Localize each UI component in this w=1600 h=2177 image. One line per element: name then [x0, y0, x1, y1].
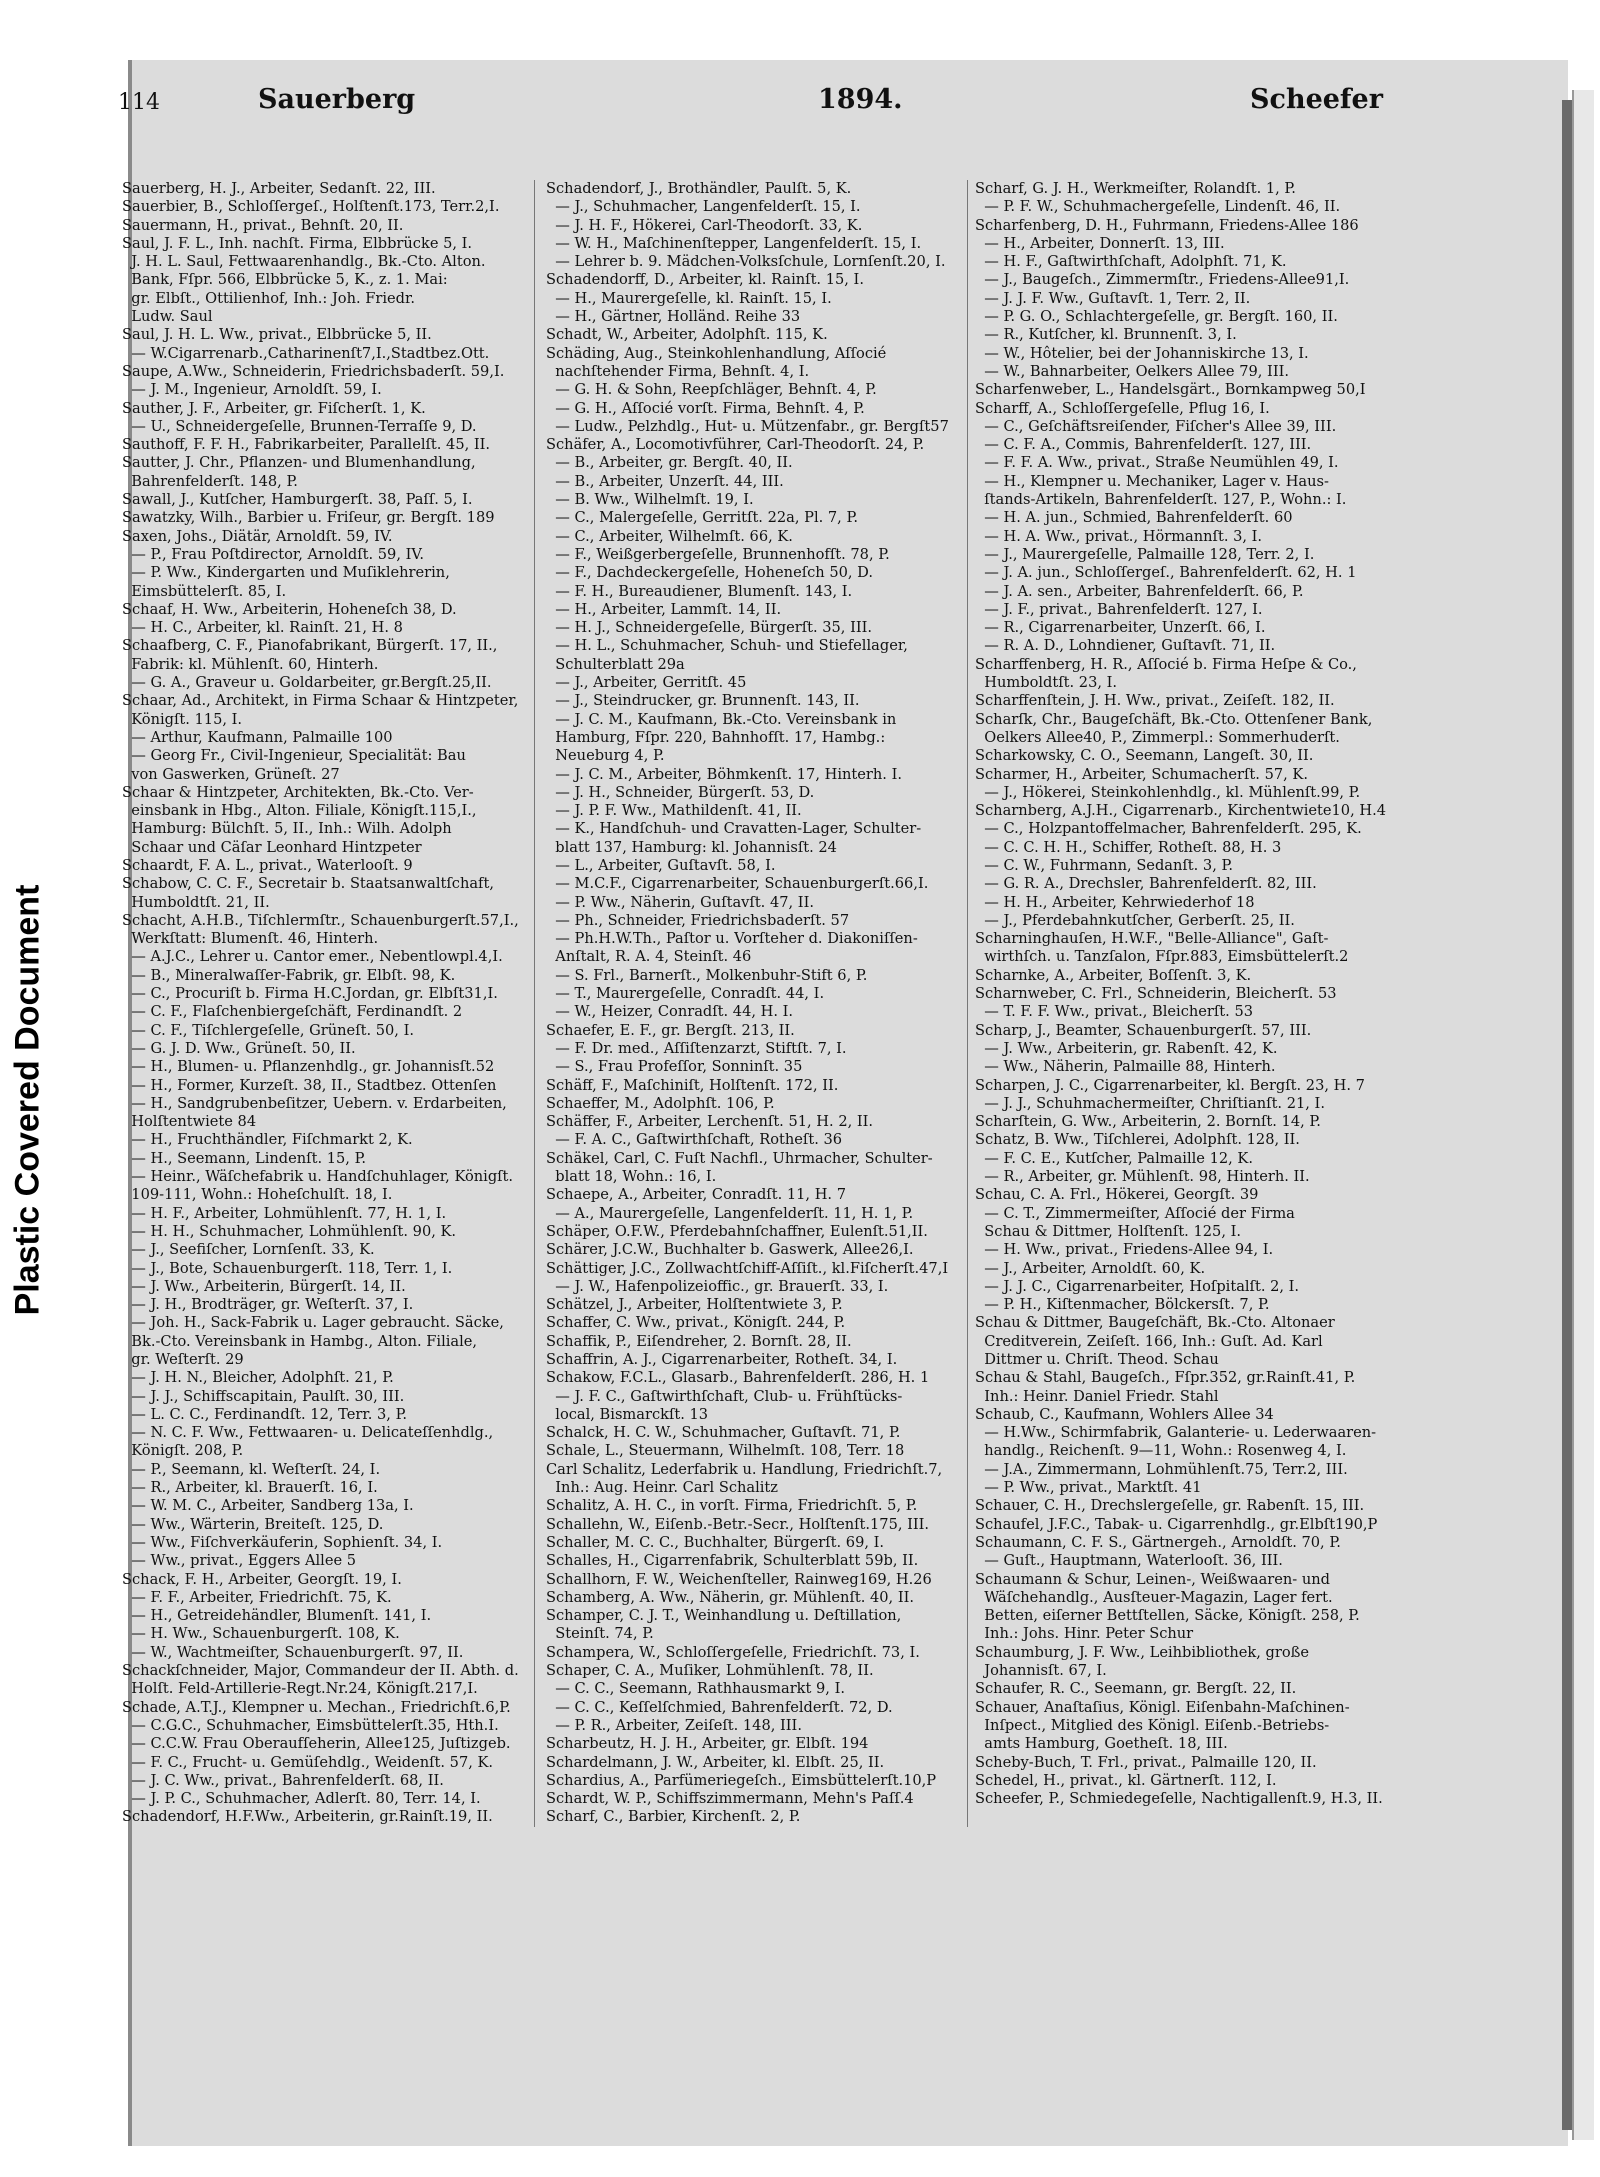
directory-entry: Inh.: Aug. Heinr. Carl Schalitz [546, 1479, 778, 1497]
directory-entry: gr. Weſterſt. 29 [122, 1351, 244, 1368]
directory-entry: — P. Ww., Näherin, Guſtavſt. 47, II. [546, 893, 814, 911]
directory-entry: — R., Cigarrenarbeiter, Unzerſt. 66, I. [975, 619, 1266, 637]
directory-entry: — B., Arbeiter, Unzerſt. 44, III. [546, 472, 784, 490]
directory-entry: J. H. L. Saul, Fettwaarenhandlg., Bk.-Cto. Alton. [122, 253, 486, 271]
directory-entry: von Gaswerken, Grüneſt. 27 [122, 765, 340, 783]
directory-entry: Schardt, W. P., Schiffszimmermann, Mehn's Paſſ.4 [546, 1790, 914, 1808]
directory-entry: — W., Heizer, Conradſt. 44, H. I. [546, 1003, 794, 1021]
directory-entry: — H., Arbeiter, Donnerſt. 13, III. [975, 234, 1225, 252]
directory-entry: Schulterblatt 29a [546, 655, 685, 673]
directory-entry: — H., Getreidehändler, Blumenſt. 141, I. [122, 1607, 432, 1625]
year: 1894. [818, 84, 903, 115]
directory-entry: Schadt, W., Arbeiter, Adolphſt. 115, K. [546, 326, 828, 344]
directory-entry: Schaardt, F. A. L., privat., Waterlooſt. 9 [122, 856, 413, 874]
directory-entry: — A., Maurergeſelle, Langenfelderſt. 11, H. 1, P. [546, 1204, 914, 1222]
directory-entry: Steinſt. 74, P. [546, 1625, 654, 1643]
directory-entry: Dittmer u. Chriſt. Theod. Schau [975, 1351, 1219, 1368]
directory-entry: — T., Maurergeſelle, Conradſt. 44, I. [546, 985, 825, 1003]
directory-entry: Schaar, Ad., Architekt, in Firma Schaar & Hintzpeter, [122, 692, 519, 710]
directory-entry: Schacht, A.H.B., Tiſchlermſtr., Schauenburgerſt.57,I., [122, 911, 519, 929]
right-headword: Scheefer [1250, 84, 1383, 115]
directory-entry: — C. C. H. H., Schiffer, Rotheſt. 88, H. 3 [975, 838, 1282, 856]
directory-entry: Schallehn, W., Eiſenb.-Betr.-Secr., Holſtenſt.175, III. [546, 1515, 930, 1533]
directory-entry: — J. J., Schiffscapitain, Paulſt. 30, III. [122, 1387, 405, 1405]
directory-entry: — W., Bahnarbeiter, Oelkers Allee 79, III. [975, 362, 1289, 380]
directory-entry: Schaafberg, C. F., Pianofabrikant, Bürgerſt. 17, II., [122, 637, 498, 655]
directory-entry: Königſt. 115, I. [122, 710, 243, 728]
page-number: 114 [118, 90, 160, 115]
directory-entry: Schaller, M. C. C., Buchhalter, Bürgerſt. 69, I. [546, 1533, 885, 1551]
directory-entry: Hamburg, Fſpr. 220, Bahnhofſt. 17, Hambg.: [546, 728, 886, 746]
directory-entry: — P. G. O., Schlachtergeſelle, gr. Bergſt. 160, II. [975, 308, 1338, 326]
directory-entry: — J., Hökerei, Steinkohlenhdlg., kl. Mühlenſt.99, P. [975, 783, 1361, 801]
directory-entry: Schäff, F., Maſchiniſt, Holſtenſt. 172, II. [546, 1076, 839, 1094]
directory-entry: Schärer, J.C.W., Buchhalter b. Gaswerk, Allee26,I. [546, 1241, 914, 1259]
directory-entry: Schättiger, J.C., Zollwachtſchiff-Aſſiſt., kl.Fiſcherſt.47,I [546, 1259, 949, 1277]
directory-entry: Johannisſt. 67, I. [975, 1662, 1107, 1680]
directory-entry: — W., Hôtelier, bei der Johanniskirche 13, I. [975, 344, 1309, 362]
directory-entry: — H., Former, Kurzeſt. 38, II., Stadtbez. Ottenſen [122, 1076, 497, 1094]
directory-entry: — F. A. C., Gaſtwirthſchaft, Rotheſt. 36 [546, 1131, 843, 1149]
directory-entry: handlg., Reichenſt. 9—11, Wohn.: Rosenweg 4, I. [975, 1442, 1347, 1460]
directory-entry: — F. F. A. Ww., privat., Straße Neumühlen 49, I. [975, 454, 1339, 472]
directory-entry: — B. Ww., Wilhelmſt. 19, I. [546, 491, 754, 509]
directory-entry: Schäkel, Carl, C. Fuſt Nachfl., Uhrmacher, Schulter- [546, 1149, 933, 1167]
directory-entry: — J. F., privat., Bahrenfelderſt. 127, I. [975, 600, 1263, 618]
directory-entry: — Ph., Schneider, Friedrichsbaderſt. 57 [546, 911, 850, 929]
directory-entry: Schaaf, H. Ww., Arbeiterin, Hoheneſch 38, D. [122, 600, 457, 618]
directory-entry: Scheefer, P., Schmiedegeſelle, Nachtigallenſt.9, H.3, II. [975, 1790, 1383, 1808]
directory-entry: — J. F. C., Gaſtwirthſchaft, Club- u. Frühſtücks- [546, 1387, 903, 1405]
directory-entry: — J. P. C., Schuhmacher, Adlerſt. 80, Terr. 14, I. [122, 1790, 481, 1808]
directory-entry: Schaeffer, M., Adolphſt. 106, P. [546, 1094, 775, 1112]
directory-entry: — Ludw., Pelzhdlg., Hut- u. Mützenfabr., gr. Bergſt57 [546, 417, 949, 435]
directory-entry: Schäding, Aug., Steinkohlenhandlung, Aſſocié [546, 344, 887, 362]
directory-entry: Humboldtſt. 23, I. [975, 674, 1118, 692]
directory-entry: Schaar & Hintzpeter, Architekten, Bk.-Cto. Ver- [122, 783, 474, 801]
directory-entry: — H., Blumen- u. Pflanzenhdlg., gr. Johannisſt.52 [122, 1058, 495, 1076]
directory-entry: — Ww., privat., Eggers Allee 5 [122, 1552, 357, 1570]
directory-entry: — P., Frau Poſtdirector, Arnoldſt. 59, IV. [122, 545, 424, 563]
directory-entry: Scharf, G. J. H., Werkmeiſter, Rolandſt. 1, P. [975, 180, 1296, 197]
directory-entry: Schau & Dittmer, Baugeſchäft, Bk.-Cto. Altonaer [975, 1314, 1335, 1332]
directory-entry: — H. F., Arbeiter, Lohmühlenſt. 77, H. 1, I. [122, 1204, 447, 1222]
directory-entry: — Ww., Näherin, Palmaille 88, Hinterh. [975, 1058, 1276, 1076]
directory-entry: — Lehrer b. 9. Mädchen-Volksſchule, Lornſenſt.20, I. [546, 253, 946, 271]
directory-entry: Schadendorff, D., Arbeiter, kl. Rainſt. 15, I. [546, 271, 864, 289]
directory-entry: — R., Arbeiter, kl. Brauerſt. 16, I. [122, 1479, 378, 1497]
directory-entry: — H. A. jun., Schmied, Bahrenfelderſt. 60 [975, 509, 1293, 527]
directory-entry: Schack, F. H., Arbeiter, Georgſt. 19, I. [122, 1570, 402, 1588]
directory-entry: — J. P. F. Ww., Mathildenſt. 41, II. [546, 802, 802, 820]
directory-entry: — J., Arbeiter, Arnoldſt. 60, K. [975, 1259, 1206, 1277]
directory-entry: — H. H., Schuhmacher, Lohmühlenſt. 90, K. [122, 1222, 457, 1240]
directory-entry: Eimsbüttelerſt. 85, I. [122, 582, 287, 600]
directory-entry: — C. T., Zimmermeiſter, Aſſocié der Firma [975, 1204, 1295, 1222]
directory-entry: Scharninghauſen, H.W.F., "Belle-Alliance", Gaſt- [975, 930, 1329, 948]
directory-entry: Wäſchehandlg., Ausſteuer-Magazin, Lager fert. [975, 1588, 1333, 1606]
directory-entry: — W., Wachtmeiſter, Schauenburgerſt. 97, II. [122, 1643, 464, 1661]
directory-entry: — R., Arbeiter, gr. Mühlenſt. 98, Hinterh. II. [975, 1168, 1310, 1186]
directory-entry: Schäfer, A., Locomotivführer, Carl-Theodorſt. 24, P. [546, 436, 925, 454]
directory-entry: — H. F., Gaſtwirthſchaft, Adolphſt. 71, K. [975, 253, 1287, 271]
directory-entry: Schardelmann, J. W., Arbeiter, kl. Elbſt. 25, II. [546, 1753, 885, 1771]
directory-entry: — C. F., Tiſchlergeſelle, Grüneſt. 50, I. [122, 1021, 414, 1039]
directory-entry: Schallhorn, F. W., Weichenſteller, Rainweg169, H.26 [546, 1570, 932, 1588]
directory-entry: — J., Baugeſch., Zimmermſtr., Friedens-Allee91,I. [975, 271, 1350, 289]
directory-entry: Scharnberg, A.J.H., Cigarrenarb., Kirchentwiete10, H.4 [975, 802, 1387, 820]
directory-entry: Bk.-Cto. Vereinsbank in Hambg., Alton. Filiale, [122, 1332, 478, 1350]
directory-entry: — C.C.W. Frau Oberaufſeherin, Allee125, Juſtizgeb. [122, 1735, 511, 1753]
directory-entry: — J., Maurergeſelle, Palmaille 128, Terr. 2, I. [975, 545, 1315, 563]
directory-entry: Ludw. Saul [122, 308, 213, 326]
directory-entry: — H., Seemann, Lindenſt. 15, P. [122, 1149, 367, 1167]
directory-entry: — L., Arbeiter, Guſtavſt. 58, I. [546, 856, 776, 874]
directory-entry: Creditverein, Zeiſeſt. 166, Inh.: Guſt. Ad. Karl [975, 1332, 1323, 1350]
directory-entry: Sauermann, H., privat., Behnſt. 20, II. [122, 216, 404, 234]
directory-entry: — P. F. W., Schuhmachergeſelle, Lindenſt. 46, II. [975, 198, 1341, 216]
side-label [4, 884, 52, 1316]
directory-entry: — J. C. Ww., privat., Bahrenfelderſt. 68, II. [122, 1771, 444, 1789]
directory-entry: — F. C., Frucht- u. Gemüſehdlg., Weidenſt. 57, K. [122, 1753, 494, 1771]
directory-entry: — Arthur, Kaufmann, Palmaille 100 [122, 728, 393, 746]
directory-entry: — H., Sandgrubenbeſitzer, Uebern. v. Erdarbeiten, [122, 1094, 507, 1112]
directory-entry: — H. C., Arbeiter, kl. Rainſt. 21, H. 8 [122, 619, 403, 637]
directory-entry: — H., Arbeiter, Lammſt. 14, II. [546, 600, 782, 618]
directory-entry: nachſtehender Firma, Behnſt. 4, I. [546, 362, 810, 380]
directory-entry: — J. C. M., Arbeiter, Böhmkenſt. 17, Hinterh. I. [546, 765, 902, 783]
directory-entry: Schatz, B. Ww., Tiſchlerei, Adolphſt. 128, II. [975, 1131, 1300, 1149]
directory-entry: Inſpect., Mitglied des Königl. Eiſenb.-Betriebs- [975, 1716, 1330, 1734]
directory-entry: — C., Malergeſelle, Gerritſt. 22a, Pl. 7, P. [546, 509, 858, 527]
directory-entry: Saul, J. H. L. Ww., privat., Elbbrücke 5, II. [122, 326, 432, 344]
left-headword: Sauerberg [258, 84, 416, 115]
directory-entry: Scharſtein, G. Ww., Arbeiterin, 2. Bornſt. 14, P. [975, 1113, 1321, 1131]
directory-entry: — J. C. M., Kaufmann, Bk.-Cto. Vereinsbank in [546, 710, 897, 728]
column-1 [122, 180, 535, 1827]
directory-entry: — J.A., Zimmermann, Lohmühlenſt.75, Terr.2, III. [975, 1460, 1348, 1478]
directory-entry: — N. C. F. Ww., Fettwaaren- u. Delicateſſenhdlg., [122, 1424, 494, 1442]
directory-entry: — H., Maurergeſelle, kl. Rainſt. 15, I. [546, 289, 832, 307]
directory-entry: Scharfenberg, D. H., Fuhrmann, Friedens-Allee 186 [975, 216, 1359, 234]
directory-entry: — J. J. C., Cigarrenarbeiter, Hoſpitalſt. 2, I. [975, 1277, 1300, 1295]
directory-entry: — F. F., Arbeiter, Friedrichſt. 75, K. [122, 1588, 392, 1606]
directory-entry: Schaumann, C. F. S., Gärtnergeh., Arnoldſt. 70, P. [975, 1533, 1341, 1551]
directory-entry: Scharf, C., Barbier, Kirchenſt. 2, P. [546, 1808, 801, 1826]
directory-entry: Schadendorf, H.F.Ww., Arbeiterin, gr.Rainſt.19, II. [122, 1808, 493, 1826]
directory-entry: Sawall, J., Kutſcher, Hamburgerſt. 38, Paſſ. 5, I. [122, 491, 473, 509]
directory-entry: Schau & Stahl, Baugeſch., Fſpr.352, gr.Rainſt.41, P. [975, 1369, 1356, 1387]
directory-entry: einsbank in Hbg., Alton. Filiale, Königſt.115,I., [122, 802, 477, 820]
directory-entry: Schampera, W., Schloſſergeſelle, Friedrichſt. 73, I. [546, 1643, 920, 1661]
directory-entry: Anſtalt, R. A. 4, Steinſt. 46 [546, 948, 752, 966]
directory-entry: blatt 18, Wohn.: 16, I. [546, 1168, 717, 1186]
directory-entry: Schaumburg, J. F. Ww., Leihbibliothek, große [975, 1643, 1310, 1661]
directory-entry: Humboldtſt. 21, II. [122, 893, 270, 911]
directory-entry: — G. A., Graveur u. Goldarbeiter, gr.Bergſt.25,II. [122, 674, 492, 692]
directory-entry: Scharnke, A., Arbeiter, Boſſenſt. 3, K. [975, 966, 1252, 984]
directory-entry: — H.Ww., Schirmfabrik, Galanterie- u. Lederwaaren- [975, 1424, 1377, 1442]
directory-entry: — F., Weißgerbergeſelle, Brunnenhofſt. 78, P. [546, 545, 890, 563]
directory-entry: — P. R., Arbeiter, Zeiſeſt. 148, III. [546, 1716, 802, 1734]
directory-entry: Scharffenſtein, J. H. Ww., privat., Zeiſeſt. 182, II. [975, 692, 1335, 710]
directory-entry: — J. H. N., Bleicher, Adolphſt. 21, P. [122, 1369, 394, 1387]
directory-entry: — F. C. E., Kutſcher, Palmaille 12, K. [975, 1149, 1253, 1167]
directory-entry: Inh.: Heinr. Daniel Friedr. Stahl [975, 1387, 1219, 1405]
directory-entry: Schaar und Cäſar Leonhard Hintzpeter [122, 838, 422, 856]
directory-entry: Schauer, Anaſtaſius, Königl. Eiſenbahn-Maſchinen- [975, 1698, 1350, 1716]
directory-entry: blatt 137, Hamburg: kl. Johannisſt. 24 [546, 838, 837, 856]
directory-entry: Schackſchneider, Major, Commandeur der II. Abth. d. [122, 1662, 519, 1680]
directory-entry: Schalles, H., Cigarrenfabrik, Schulterblatt 59b, II. [546, 1552, 919, 1570]
directory-entry: — B., Mineralwaſſer-Fabrik, gr. Elbſt. 98, K. [122, 966, 456, 984]
directory-entry: — A.J.C., Lehrer u. Cantor emer., Nebentlowpl.4,I. [122, 948, 503, 966]
directory-entry: — J., Pferdebahnkutſcher, Gerberſt. 25, II. [975, 911, 1295, 929]
directory-entry: Schauer, C. H., Drechslergeſelle, gr. Rabenſt. 15, III. [975, 1497, 1365, 1515]
directory-entry: — J. W., Hafenpolizeioffic., gr. Brauerſt. 33, I. [546, 1277, 889, 1295]
directory-entry: Schaub, C., Kaufmann, Wohlers Allee 34 [975, 1405, 1274, 1423]
directory-entry: Sauthoff, F. F. H., Fabrikarbeiter, Parallelſt. 45, II. [122, 436, 491, 454]
directory-entry: Schamberg, A. Ww., Näherin, gr. Mühlenſt. 40, II. [546, 1588, 914, 1606]
directory-entry: Saxen, Johs., Diätär, Arnoldſt. 59, IV. [122, 527, 393, 545]
directory-entry: Schamper, C. J. T., Weinhandlung u. Deſtillation, [546, 1607, 902, 1625]
directory-entry: — P., Seemann, kl. Weſterſt. 24, I. [122, 1460, 381, 1478]
directory-entry: Sauerberg, H. J., Arbeiter, Sedanſt. 22, III. [122, 180, 436, 197]
directory-entry: Schaffer, C. Ww., privat., Königſt. 244, P. [546, 1314, 846, 1332]
directory-entry: Fabrik: kl. Mühlenſt. 60, Hinterh. [122, 655, 379, 673]
directory-entry: Scharſk, Chr., Baugeſchäft, Bk.-Cto. Ottenſener Bank, [975, 710, 1373, 728]
directory-entry: — B., Arbeiter, gr. Bergſt. 40, II. [546, 454, 793, 472]
directory-entry: — Heinr., Wäſchefabrik u. Handſchuhlager, Königſt. [122, 1168, 514, 1186]
directory-entry: Inh.: Johs. Hinr. Peter Schur [975, 1625, 1194, 1643]
directory-entry: — F. H., Bureaudiener, Blumenſt. 143, I. [546, 582, 853, 600]
directory-entry: — T. F. F. Ww., privat., Bleicherſt. 53 [975, 1003, 1254, 1021]
directory-entry: — G. H., Aſſocié vorſt. Firma, Behnſt. 4, P. [546, 399, 865, 417]
directory-entry: — J. A. jun., Schloſſergeſ., Bahrenfelderſt. 62, H. 1 [975, 564, 1357, 582]
directory-entry: — H. Ww., privat., Friedens-Allee 94, I. [975, 1241, 1274, 1259]
directory-entry: — J., Steindrucker, gr. Brunnenſt. 143, II. [546, 692, 860, 710]
directory-entry: — J. H., Schneider, Bürgerſt. 53, D. [546, 783, 815, 801]
directory-entry: Scharnweber, C. Frl., Schneiderin, Bleicherſt. 53 [975, 985, 1337, 1003]
directory-entry: Schaufer, R. C., Seemann, gr. Bergſt. 22, II. [975, 1680, 1297, 1698]
directory-entry: Hamburg: Bülchſt. 5, II., Inh.: Wilh. Adolph [122, 820, 452, 838]
directory-entry: Schardius, A., Parfümeriegeſch., Eimsbüttelerſt.10,P [546, 1771, 937, 1789]
directory-entry: Carl Schalitz, Lederfabrik u. Handlung, Friedrichſt.7, [546, 1460, 943, 1478]
directory-entry: Schaffrin, A. J., Cigarrenarbeiter, Rotheſt. 34, I. [546, 1351, 898, 1368]
directory-entry: — J., Seefiſcher, Lornſenſt. 33, K. [122, 1241, 375, 1259]
directory-entry: — J. A. sen., Arbeiter, Bahrenfelderſt. 66, P. [975, 582, 1304, 600]
directory-entry: Scharbeutz, H. J. H., Arbeiter, gr. Elbſt. 194 [546, 1735, 869, 1753]
directory-entry: Schaumann & Schur, Leinen-, Weißwaaren- und [975, 1570, 1331, 1588]
directory-entry: Scheby-Buch, T. Frl., privat., Palmaille 120, II. [975, 1753, 1317, 1771]
directory-entry: Holſt. Feld-Artillerie-Regt.Nr.24, Königſt.217,I. [122, 1680, 478, 1698]
directory-entry: — H., Fruchthändler, Fiſchmarkt 2, K. [122, 1131, 413, 1149]
directory-entry: Schau, C. A. Frl., Hökerei, Georgſt. 39 [975, 1186, 1259, 1204]
directory-entry: Oelkers Allee40, P., Zimmerpl.: Sommerhuderſt. [975, 728, 1340, 746]
directory-entry: Schade, A.T.J., Klempner u. Mechan., Friedrichſt.6,P. [122, 1698, 511, 1716]
directory-entry: amts Hamburg, Goetheſt. 18, III. [975, 1735, 1228, 1753]
directory-entry: — U., Schneidergeſelle, Brunnen-Terraſſe 9, D. [122, 417, 477, 435]
directory-entry: — M.C.F., Cigarrenarbeiter, Schauenburgerſt.66,I. [546, 875, 929, 893]
directory-entry: Scharff, A., Schloſſergeſelle, Pflug 16, I. [975, 399, 1270, 417]
directory-entry: — Ww., Fiſchverkäuferin, Sophienſt. 34, I. [122, 1533, 443, 1551]
directory-entry: — G. R. A., Drechsler, Bahrenfelderſt. 82, III. [975, 875, 1317, 893]
column-2 [546, 180, 968, 1827]
running-header [118, 84, 1418, 124]
directory-entry: Sauerbier, B., Schloſſergeſ., Holſtenſt.173, Terr.2,I. [122, 198, 500, 216]
directory-entry: — C. C., Keſſelſchmied, Bahrenfelderſt. 72, D. [546, 1698, 893, 1716]
directory-entry: — C.G.C., Schuhmacher, Eimsbüttelerſt.35, Hth.I. [122, 1716, 499, 1734]
directory-entry: Schäffer, F., Arbeiter, Lerchenſt. 51, H. 2, II. [546, 1113, 874, 1131]
directory-entry: — H. A. Ww., privat., Hörmannſt. 3, I. [975, 527, 1263, 545]
directory-entry: Saul, J. F. L., Inh. nachſt. Firma, Elbbrücke 5, I. [122, 234, 473, 252]
directory-entry: Werkſtatt: Blumenſt. 46, Hinterh. [122, 930, 379, 948]
directory-entry: — J. Ww., Arbeiterin, Bürgerſt. 14, II. [122, 1277, 406, 1295]
directory-entry: Schakow, F.C.L., Glasarb., Bahrenfelderſt. 286, H. 1 [546, 1369, 930, 1387]
directory-entry: — C., Arbeiter, Wilhelmſt. 66, K. [546, 527, 793, 545]
directory-entry: Schalitz, A. H. C., in vorſt. Firma, Friedrichſt. 5, P. [546, 1497, 918, 1515]
directory-entry: Bank, Fſpr. 566, Elbbrücke 5, K., z. 1. Mai: [122, 271, 448, 289]
directory-entry: Schabow, C. C. F., Secretair b. Staatsanwaltſchaft, [122, 875, 494, 893]
directory-entry: — J. H., Brodträger, gr. Weſterſt. 37, I. [122, 1296, 414, 1314]
directory-entry: Sauther, J. F., Arbeiter, gr. Fiſcherſt. 1, K. [122, 399, 426, 417]
directory-entry: Schale, L., Steuermann, Wilhelmſt. 108, Terr. 18 [546, 1442, 905, 1460]
directory-entry: Schätzel, J., Arbeiter, Holſtentwiete 3, P. [546, 1296, 843, 1314]
directory-entry: Scharffenberg, H. R., Aſſocié b. Firma Heſpe & Co., [975, 655, 1357, 673]
directory-entry: — J. H. F., Hökerei, Carl-Theodorſt. 33, K. [546, 216, 863, 234]
directory-entry: Sawatzky, Wilh., Barbier u. Friſeur, gr. Bergſt. 189 [122, 509, 495, 527]
directory-entry: — Joh. H., Sack-Fabrik u. Lager gebraucht. Säcke, [122, 1314, 504, 1332]
directory-entry: Schaufel, J.F.C., Tabak- u. Cigarrenhdlg., gr.Elbſt190,P [975, 1515, 1378, 1533]
directory-entry: Neueburg 4, P. [546, 747, 665, 765]
directory-entry: — Ww., Wärterin, Breiteſt. 125, D. [122, 1515, 384, 1533]
directory-entry: Sautter, J. Chr., Pflanzen- und Blumenhandlung, [122, 454, 476, 472]
directory-entry: — H., Klempner u. Mechaniker, Lager v. Haus- [975, 472, 1329, 490]
directory-entry: — W.Cigarrenarb.,Catharinenſt7,I.,Stadtbez.Ott. [122, 344, 490, 362]
directory-entry: — J., Schuhmacher, Langenfelderſt. 15, I. [546, 198, 861, 216]
directory-entry: — C., Holzpantoffelmacher, Bahrenfelderſt. 295, K. [975, 820, 1362, 838]
next-page-edge [1572, 90, 1594, 2140]
directory-entry: Schaepe, A., Arbeiter, Conradſt. 11, H. 7 [546, 1186, 846, 1204]
directory-entry: — J. Ww., Arbeiterin, gr. Rabenſt. 42, K. [975, 1039, 1278, 1057]
directory-entry: — F. Dr. med., Aſſiſtenzarzt, Stiftſt. 7, I. [546, 1039, 847, 1057]
directory-entry: — R. A. D., Lohndiener, Guſtavſt. 71, II. [975, 637, 1276, 655]
directory-entry: — H., Gärtner, Holländ. Reihe 33 [546, 308, 801, 326]
directory-entry: Betten, eiſerner Bettſtellen, Säcke, Königſt. 258, P. [975, 1607, 1360, 1625]
directory-entry: — W. M. C., Arbeiter, Sandberg 13a, I. [122, 1497, 414, 1515]
directory-entry: — P. Ww., privat., Marktſt. 41 [975, 1479, 1202, 1497]
directory-entry: — K., Handſchuh- und Cravatten-Lager, Schulter- [546, 820, 922, 838]
directory-entry: Scharp, J., Beamter, Schauenburgerſt. 57, III. [975, 1021, 1312, 1039]
directory-entry: Schaefer, E. F., gr. Bergſt. 213, II. [546, 1021, 795, 1039]
side-label-text: Plastic Covered Document [8, 884, 47, 1316]
directory-entry: Scharpen, J. C., Cigarrenarbeiter, kl. Bergſt. 23, H. 7 [975, 1076, 1365, 1094]
directory-entry: — J. J., Schuhmachermeiſter, Chriſtianſt. 21, I. [975, 1094, 1325, 1112]
directory-entry: wirthſch. u. Tanzſalon, Fſpr.883, Eimsbüttelerſt.2 [975, 948, 1349, 966]
directory-entry: — L. C. C., Ferdinandſt. 12, Terr. 3, P. [122, 1405, 408, 1423]
directory-entry: — S., Frau Profeſſor, Sonninſt. 35 [546, 1058, 803, 1076]
directory-entry: Holſtentwiete 84 [122, 1113, 257, 1131]
directory-entry: — J., Bote, Schauenburgerſt. 118, Terr. 1, I. [122, 1259, 453, 1277]
directory-entry: Königſt. 208, P. [122, 1442, 244, 1460]
directory-entry: — H. H., Arbeiter, Kehrwiederhof 18 [975, 893, 1255, 911]
directory-entry: Schau & Dittmer, Holſtenſt. 125, I. [975, 1222, 1242, 1240]
column-3 [975, 180, 1419, 1808]
directory-entry: — W. H., Maſchinenſtepper, Langenfelderſt. 15, I. [546, 234, 922, 252]
directory-entry: — C. F. A., Commis, Bahrenfelderſt. 127, III. [975, 436, 1312, 454]
directory-entry: — Georg Fr., Civil-Ingenieur, Specialität: Bau [122, 747, 466, 765]
directory-entry: — H. J., Schneidergeſelle, Bürgerſt. 35, III. [546, 619, 873, 637]
directory-entry: — C. C., Seemann, Rathhausmarkt 9, I. [546, 1680, 845, 1698]
directory-entry: — J. M., Ingenieur, Arnoldſt. 59, I. [122, 381, 382, 399]
directory-entry: Schaffik, P., Eiſendreher, 2. Bornſt. 28, II. [546, 1332, 852, 1350]
directory-entry: — R., Kutſcher, kl. Brunnenſt. 3, I. [975, 326, 1237, 344]
directory-entry: gr. Elbſt., Ottilienhof, Inh.: Joh. Friedr. [122, 289, 416, 307]
directory-entry: Scharfenweber, L., Handelsgärt., Bornkampweg 50,I [975, 381, 1366, 399]
directory-entry: — Ph.H.W.Th., Paſtor u. Vorſteher d. Diakoniſſen- [546, 930, 918, 948]
directory-entry: Schalck, H. C. W., Schuhmacher, Guſtavſt. 71, P. [546, 1424, 901, 1442]
directory-entry: — J., Arbeiter, Gerritſt. 45 [546, 674, 747, 692]
directory-entry: — H. L., Schuhmacher, Schuh- und Stiefellager, [546, 637, 908, 655]
directory-entry: Schaper, C. A., Muſiker, Lohmühlenſt. 78, II. [546, 1662, 874, 1680]
directory-entry: — P. Ww., Kindergarten und Muſiklehrerin, [122, 564, 450, 582]
directory-entry: Schadendorf, J., Brothändler, Paulſt. 5, K. [546, 180, 852, 197]
directory-entry: 109-111, Wohn.: Hoheſchulſt. 18, I. [122, 1186, 393, 1204]
directory-entry: — P. H., Kiſtenmacher, Bölckersſt. 7, P. [975, 1296, 1270, 1314]
directory-entry: Schäper, O.F.W., Pferdebahnſchaffner, Eulenſt.51,II. [546, 1222, 928, 1240]
directory-entry: — F., Dachdeckergeſelle, Hoheneſch 50, D. [546, 564, 873, 582]
directory-entry: Bahrenfelderſt. 148, P. [122, 472, 298, 490]
directory-entry: — J. J. F. Ww., Guſtavſt. 1, Terr. 2, II. [975, 289, 1251, 307]
directory-entry: Scharkowsky, C. O., Seemann, Langeſt. 30, II. [975, 747, 1314, 765]
directory-entry: — C. F., Flaſchenbiergeſchäft, Ferdinandſt. 2 [122, 1003, 463, 1021]
directory-entry: — S. Frl., Barnerſt., Molkenbuhr-Stift 6, P. [546, 966, 868, 984]
directory-entry: — C. W., Fuhrmann, Sedanſt. 3, P. [975, 856, 1233, 874]
directory-entry: — C., Geſchäftsreiſender, Fiſcher's Allee 39, III. [975, 417, 1337, 435]
directory-entry: Scharmer, H., Arbeiter, Schumacherſt. 57, K. [975, 765, 1308, 783]
directory-entry: — Guſt., Hauptmann, Waterlooſt. 36, III. [975, 1552, 1283, 1570]
directory-entry: — G. H. & Sohn, Reepſchläger, Behnſt. 4, P. [546, 381, 877, 399]
directory-entry: local, Bismarckſt. 13 [546, 1405, 709, 1423]
directory-entry: Saupe, A.Ww., Schneiderin, Friedrichsbaderſt. 59,I. [122, 362, 505, 380]
directory-entry: — H. Ww., Schauenburgerſt. 108, K. [122, 1625, 400, 1643]
directory-entry: — C., Procuriſt b. Firma H.C.Jordan, gr. Elbſt31,I. [122, 985, 498, 1003]
directory-entry: Schedel, H., privat., kl. Gärtnerſt. 112, I. [975, 1771, 1277, 1789]
directory-entry: ſtands-Artikeln, Bahrenfelderſt. 127, P., Wohn.: I. [975, 491, 1347, 509]
directory-entry: — G. J. D. Ww., Grüneſt. 50, II. [122, 1039, 356, 1057]
